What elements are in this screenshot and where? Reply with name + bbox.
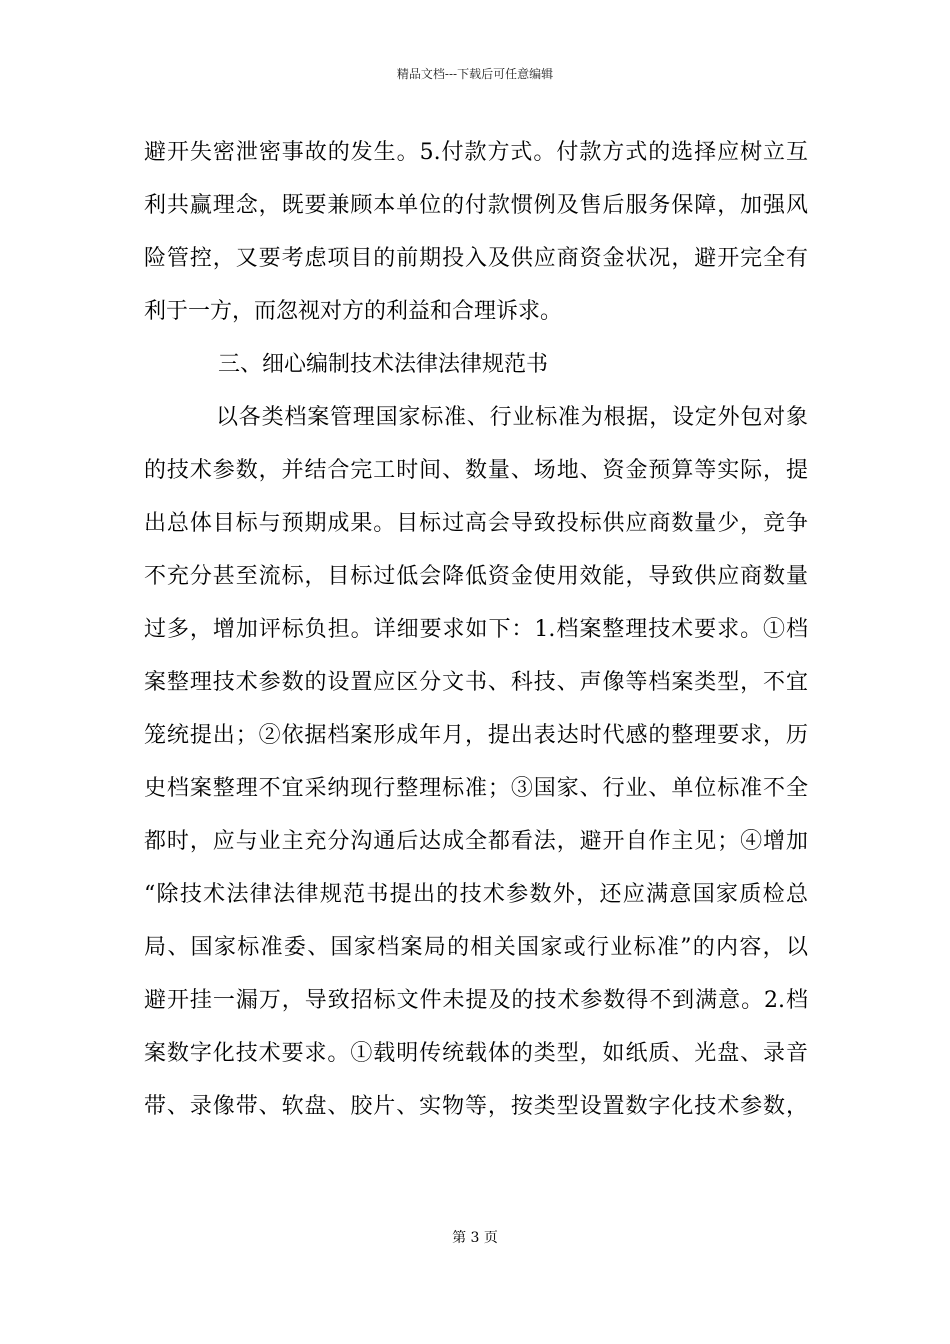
text-line: 以各类档案管理国家标准、行业标准为根据，设定外包对象 bbox=[216, 405, 808, 430]
text-line: 笼统提出；②依据档案形成年月，提出表达时代感的整理要求，历 bbox=[144, 723, 808, 748]
text-line: 史档案整理不宜采纳现行整理标准；③国家、行业、单位标准不全 bbox=[144, 776, 808, 801]
text-line: 的技术参数，并结合完工时间、数量、场地、资金预算等实际，提 bbox=[144, 458, 808, 483]
text-line: 利于一方，而忽视对方的利益和合理诉求。 bbox=[144, 299, 563, 324]
text-line: 案数字化技术要求。①载明传统载体的类型，如纸质、光盘、录音 bbox=[144, 1041, 808, 1066]
text-line: 局、国家标准委、国家档案局的相关国家或行业标准”的内容，以 bbox=[144, 935, 808, 960]
text-line: 都时，应与业主充分沟通后达成全都看法，避开自作主见；④增加 bbox=[144, 829, 808, 854]
text-line: 出总体目标与预期成果。目标过高会导致投标供应商数量少，竞争 bbox=[144, 511, 808, 536]
text-line: 不充分甚至流标，目标过低会降低资金使用效能，导致供应商数量 bbox=[144, 564, 808, 589]
section-heading: 三、细心编制技术法律法律规范书 bbox=[218, 352, 549, 377]
text-line: 带、录像带、软盘、胶片、实物等，按类型设置数字化技术参数， bbox=[144, 1094, 808, 1119]
text-line: 险管控，又要考虑项目的前期投入及供应商资金状况，避开完全有 bbox=[144, 246, 808, 271]
page-header: 精品文档---下载后可任意编辑 bbox=[396, 67, 554, 81]
text-line: 利共赢理念，既要兼顾本单位的付款惯例及售后服务保障，加强风 bbox=[144, 193, 808, 218]
document-body bbox=[144, 133, 808, 1140]
text-line: 避开失密泄密事故的发生。5.付款方式。付款方式的选择应树立互 bbox=[144, 140, 808, 165]
text-line: 案整理技术参数的设置应区分文书、科技、声像等档案类型，不宜 bbox=[144, 670, 808, 695]
page-number: 第 3 页 bbox=[452, 1230, 498, 1246]
text-line: “除技术法律法律规范书提出的技术参数外，还应满意国家质检总 bbox=[144, 882, 808, 907]
text-line: 避开挂一漏万，导致招标文件未提及的技术参数得不到满意。2.档 bbox=[144, 988, 808, 1013]
text-line: 过多，增加评标负担。详细要求如下：1.档案整理技术要求。①档 bbox=[144, 617, 808, 642]
